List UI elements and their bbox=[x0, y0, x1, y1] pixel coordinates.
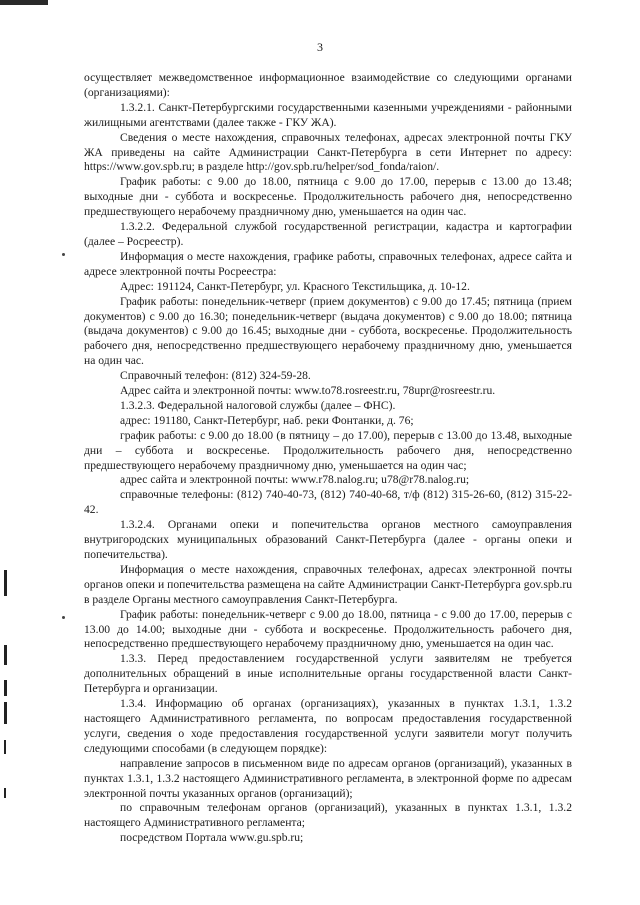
scan-edge-mark bbox=[0, 0, 48, 5]
paragraph-method-phone: по справочным телефонам органов (организаций), указанных в пунктах 1.3.1, 1.3.2 настоящего Административного регламента; bbox=[84, 801, 572, 830]
paragraph-rosreestr-address: Адрес: 191124, Санкт-Петербург, ул. Красного Текстильщика, д. 10-12. bbox=[120, 279, 470, 293]
scan-speck bbox=[62, 616, 65, 619]
scan-speck bbox=[62, 253, 65, 256]
paragraph-rosreestr-phone: Справочный телефон: (812) 324-59-28. bbox=[120, 369, 311, 383]
paragraph-fns-address: адрес: 191180, Санкт-Петербург, наб. реки Фонтанки, д. 76; bbox=[120, 413, 414, 427]
paragraph-1-3-3: 1.3.3. Перед предоставлением государственной услуги заявителям не требуется дополнительных обращений в иные исполнительные органы государственной власти Санкт-Петербурга и организации. bbox=[84, 652, 572, 696]
scan-margin-mark bbox=[4, 570, 7, 596]
document-body bbox=[84, 71, 572, 846]
paragraph-gku-info: Сведения о месте нахождения, справочных телефонах, адресах электронной почты ГКУ ЖА приведены на сайте Администрации Санкт-Петербурга в сети Интернет по адресу: https://www.gov.spb.ru; в разделе http://gov.spb.ru/helper/sod_fonda/raion/. bbox=[84, 130, 572, 174]
paragraph-gku-schedule: График работы: с 9.00 до 18.00, пятница с 9.00 до 17.00, перерыв с 13.00 до 13.48; выходные дни - суббота и воскресенье. Продолжительность рабочего дня, непосредственно предшествующего нерабочему праздничному дню, уменьшается на один час. bbox=[84, 175, 572, 219]
page-number: 3 bbox=[317, 40, 323, 54]
paragraph-1-3-4: 1.3.4. Информацию об органах (организациях), указанных в пунктах 1.3.1, 1.3.2 настоящего Административного регламента, по вопросам предоставления государственной услуги, сведения о ходе предоставления государственной услуги заявители могут получить следующими способами (в следующем порядке): bbox=[84, 697, 572, 755]
paragraph-rosreestr-schedule: График работы: понедельник-четверг (прием документов) с 9.00 до 17.45; пятница (прием документов) с 9.00 до 16.30; понедельник-четверг (выдача документов) с 9.00 до 18.00; пятница (выдача документов) с 9.00 до 16.45; выходные дни - суббота, воскресенье. Продолжительность рабочего дня, непосредственно предшествующего нерабочему праздничному дню, уменьшается на один час. bbox=[84, 294, 572, 368]
paragraph-1-3-2-4: 1.3.2.4. Органами опеки и попечительства органов местного самоуправления внутригородских муниципальных образований Санкт-Петербурга (далее - органы опеки и попечительства). bbox=[84, 518, 572, 561]
paragraph-intro: осуществляет межведомственное информационное взаимодействие со следующими органами (организациями): bbox=[84, 71, 572, 99]
paragraph-1-3-2-1: 1.3.2.1. Санкт-Петербургскими государственными казенными учреждениями - районными жилищными агентствами (далее также - ГКУ ЖА). bbox=[84, 100, 572, 129]
paragraph-method-written: направление запросов в письменном виде по адресам органов (организаций), указанных в пунктах 1.3.1, 1.3.2 настоящего Административного регламента, в электронной форме по адресам электронной почты указанных органов (организаций); bbox=[84, 756, 572, 800]
scan-margin-mark bbox=[4, 788, 6, 798]
paragraph-opeka-info: Информация о месте нахождения, справочных телефонах, адресах электронной почты органов опеки и попечительства размещена на сайте Администрации Санкт-Петербурга gov.spb.ru в разделе Органы местного самоуправления Санкт-Петербурга. bbox=[84, 562, 572, 606]
paragraph-method-portal: посредством Портала www.gu.spb.ru; bbox=[120, 831, 304, 845]
paragraph-fns-phones: справочные телефоны: (812) 740-40-73, (812) 740-40-68, т/ф (812) 315-26-60, (812) 315-22-42. bbox=[84, 488, 572, 517]
paragraph-1-3-2-2: 1.3.2.2. Федеральной службой государственной регистрации, кадастра и картографии (далее – Росреестр). bbox=[84, 220, 572, 248]
paragraph-rosreestr-site: Адрес сайта и электронной почты: www.to78.rosreestr.ru, 78upr@rosreestr.ru. bbox=[120, 384, 496, 398]
paragraph-opeka-schedule: График работы: понедельник-четверг с 9.00 до 18.00, пятница - с 9.00 до 17.00, перерыв с 13.00 до 14.00; выходные дни - суббота и воскресенье. Продолжительность рабочего дня, непосредственно предшествующего нерабочему праздничному дню, уменьшается на один час. bbox=[84, 607, 572, 651]
scan-margin-mark bbox=[4, 680, 7, 696]
scan-margin-mark bbox=[4, 702, 7, 724]
paragraph-fns-schedule: график работы: с 9.00 до 18.00 (в пятницу – до 17.00), перерыв с 13.00 до 13.48, выходные дни – суббота и воскресенье. Продолжительность рабочего дня, непосредственно предшествующего нерабочему праздничному дню, уменьшается на один час; bbox=[84, 428, 572, 472]
scan-margin-mark bbox=[4, 740, 6, 754]
paragraph-rosreestr-info: Информация о месте нахождения, графике работы, справочных телефонах, адресе сайта и адресе электронной почты Росреестра: bbox=[84, 249, 572, 278]
paragraph-1-3-2-3: 1.3.2.3. Федеральной налоговой службы (далее – ФНС). bbox=[120, 398, 396, 412]
paragraph-fns-site: адрес сайта и электронной почты: www.r78.nalog.ru; u78@r78.nalog.ru; bbox=[120, 473, 470, 487]
scan-margin-mark bbox=[4, 645, 7, 665]
